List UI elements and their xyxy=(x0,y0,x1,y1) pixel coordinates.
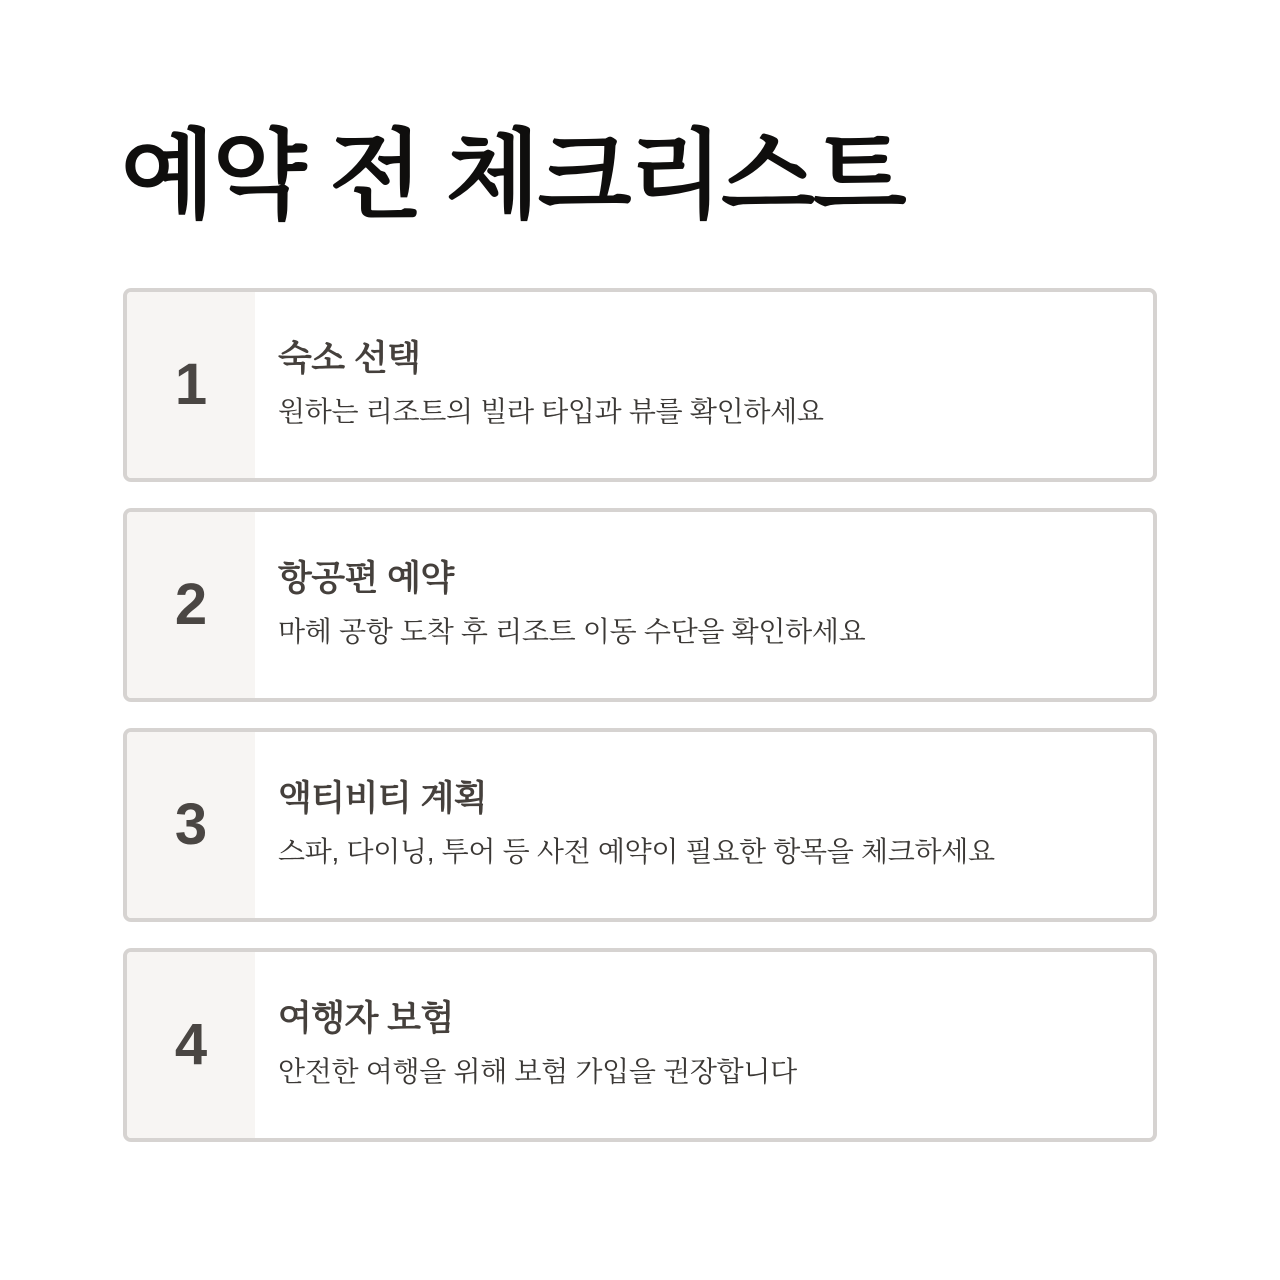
item-description: 마헤 공항 도착 후 리조트 이동 수단을 확인하세요 xyxy=(278,616,866,648)
item-number-column xyxy=(127,952,255,1138)
checklist-item-4 xyxy=(123,948,1157,1142)
checklist-item-3 xyxy=(123,728,1157,922)
item-description: 스파, 다이닝, 투어 등 사전 예약이 필요한 항목을 체크하세요 xyxy=(278,836,995,868)
item-number-column xyxy=(127,512,255,698)
item-description: 안전한 여행을 위해 보험 가입을 권장합니다 xyxy=(278,1056,797,1088)
item-title: 항공편 예약 xyxy=(278,559,454,599)
item-title: 여행자 보험 xyxy=(278,999,454,1039)
item-body xyxy=(255,292,1153,478)
checklist-item-1 xyxy=(123,288,1157,482)
item-number-column xyxy=(127,732,255,918)
item-title: 액티비티 계획 xyxy=(278,779,488,819)
item-body xyxy=(255,952,1153,1138)
item-number-column xyxy=(127,292,255,478)
item-number: 4 xyxy=(174,1012,208,1077)
item-number: 3 xyxy=(174,792,208,857)
item-body xyxy=(255,512,1153,698)
item-title: 숙소 선택 xyxy=(278,339,421,379)
item-number: 1 xyxy=(174,352,208,417)
item-description: 원하는 리조트의 빌라 타입과 뷰를 확인하세요 xyxy=(278,396,824,428)
checklist xyxy=(123,288,1157,1142)
item-number: 2 xyxy=(174,572,208,637)
item-body xyxy=(255,732,1153,918)
page-title: 예약 전 체크리스트 xyxy=(121,121,905,230)
checklist-item-2 xyxy=(123,508,1157,702)
